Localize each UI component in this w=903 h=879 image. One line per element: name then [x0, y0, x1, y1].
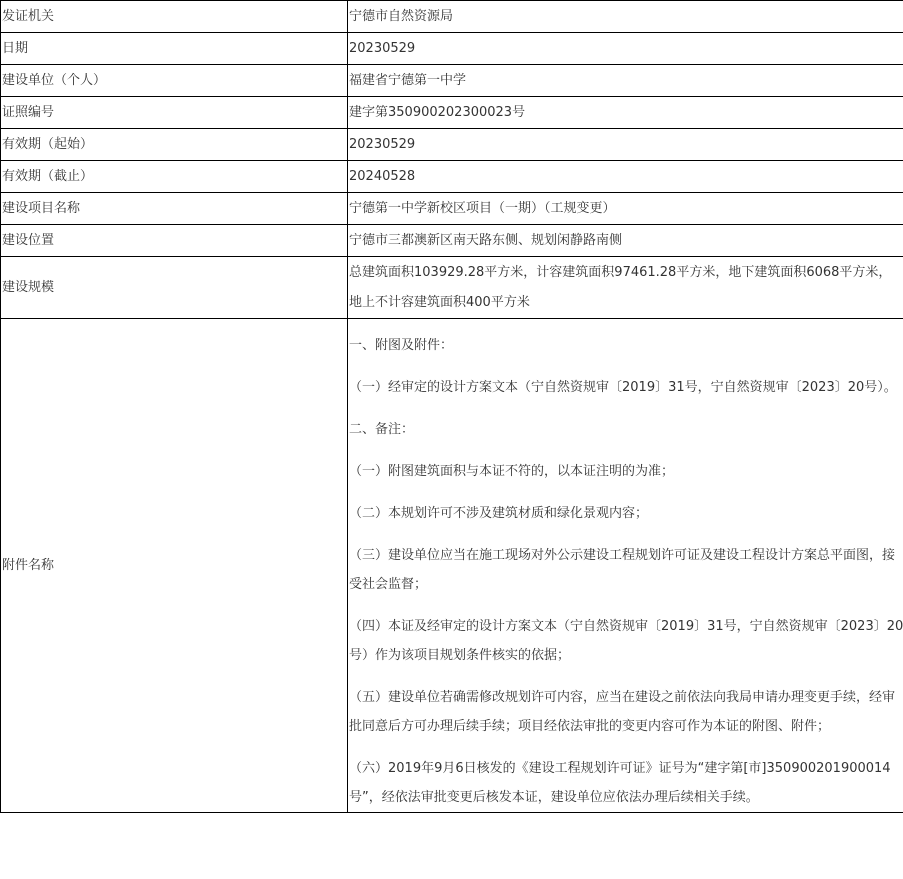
attachments-text [349, 319, 903, 812]
field-label-scale: 建设规模 [1, 257, 348, 319]
attachment-paragraph: （二）本规划许可不涉及建筑材质和绿化景观内容； [349, 506, 649, 521]
table-row [1, 319, 903, 813]
field-value-builder: 福建省宁德第一中学 [348, 65, 903, 97]
field-label-builder: 建设单位（个人） [1, 65, 348, 97]
field-value-attachments [348, 319, 903, 813]
field-label-date: 日期 [1, 33, 348, 65]
table-row [1, 129, 903, 161]
field-value-project-name: 宁德第一中学新校区项目（一期）（工规变更） [348, 193, 903, 225]
field-label-location: 建设位置 [1, 225, 348, 257]
field-value-license-number: 建字第350900202300023号 [348, 97, 903, 129]
attachment-paragraph: 一、附图及附件： [349, 338, 454, 353]
table-row [1, 257, 903, 319]
field-value-location: 宁德市三都澳新区南天路东侧、规划闲静路南侧 [348, 225, 903, 257]
field-value-scale: 总建筑面积103929.28平方米，计容建筑面积97461.28平方米，地下建筑面积6068平方米，地上不计容建筑面积400平方米 [348, 257, 903, 319]
table-row [1, 225, 903, 257]
field-label-valid-from: 有效期（起始） [1, 129, 348, 161]
attachment-paragraph: （一）经审定的设计方案文本（宁自然资规审〔2019〕31号，宁自然资规审〔2023〕20号）。 [349, 380, 897, 395]
attachment-paragraph: （一）附图建筑面积与本证不符的，以本证注明的为准； [349, 464, 675, 479]
field-value-valid-until: 20240528 [348, 161, 903, 193]
table-row [1, 193, 903, 225]
table-row [1, 65, 903, 97]
attachment-paragraph: （三）建设单位应当在施工现场对外公示建设工程规划许可证及建设工程设计方案总平面图，接受社会监督； [349, 548, 896, 592]
table-row [1, 33, 903, 65]
table-row [1, 161, 903, 193]
attachment-paragraph: 二、备注： [349, 422, 415, 437]
field-value-date: 20230529 [348, 33, 903, 65]
field-label-attachments: 附件名称 [1, 319, 348, 813]
attachment-paragraph: （四）本证及经审定的设计方案文本（宁自然资规审〔2019〕31号，宁自然资规审〔2023〕20号）作为该项目规划条件核实的依据； [349, 619, 903, 663]
field-value-valid-from: 20230529 [348, 129, 903, 161]
field-label-project-name: 建设项目名称 [1, 193, 348, 225]
field-label-valid-until: 有效期（截止） [1, 161, 348, 193]
attachment-paragraph: （五）建设单位若确需修改规划许可内容，应当在建设之前依法向我局申请办理变更手续，经审批同意后方可办理后续手续；项目经依法审批的变更内容可作为本证的附图、附件； [349, 690, 896, 734]
table-row [1, 1, 903, 33]
attachment-paragraph: （六）2019年9月6日核发的《建设工程规划许可证》证号为“建字第[市]350900201900014号”，经依法审批变更后核发本证，建设单位应依法办理后续相关手续。 [349, 761, 891, 805]
field-label-issuing-authority: 发证机关 [1, 1, 348, 33]
field-value-issuing-authority: 宁德市自然资源局 [348, 1, 903, 33]
table-row [1, 97, 903, 129]
field-label-license-number: 证照编号 [1, 97, 348, 129]
